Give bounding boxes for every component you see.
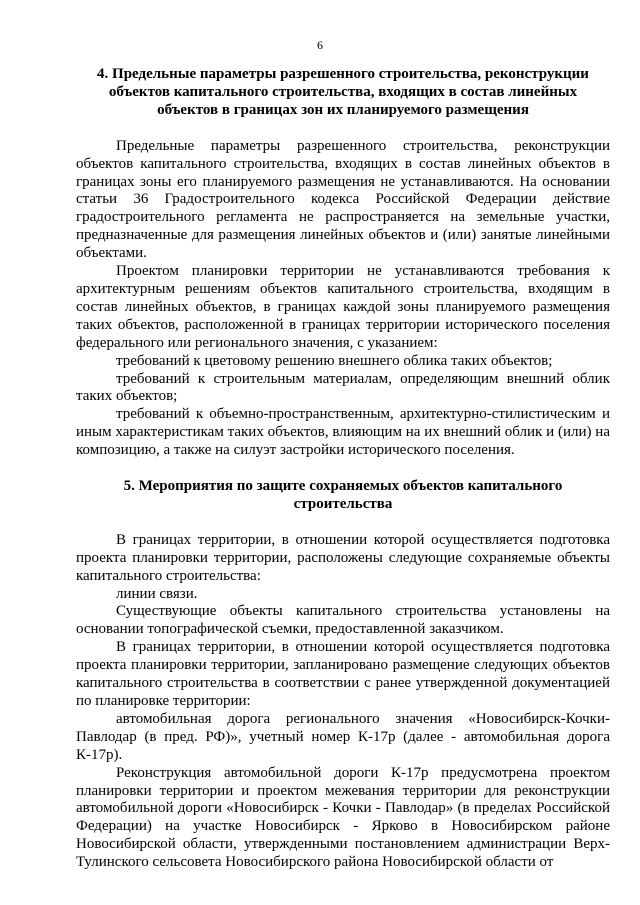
section-4-list-item: требований к объемно-пространственным, архитектурно-стилистическим и иным характеристикам таких объектов, влияющим на их внешний облик и (или) на композицию, а также на силуэт застройки исторического поселения.: [76, 406, 610, 459]
section-4-list-item: требований к цветовому решению внешнего облика таких объектов;: [116, 352, 553, 369]
section-5-list-item: автомобильная дорога регионального значения «Новосибирск-Кочки-Павлодар (в пред. РФ)», учетный номер К-17р (далее - автомобильная дорога К-17р).: [76, 710, 610, 763]
section-5-list-item: линии связи.: [116, 585, 198, 602]
section-4-paragraph: Предельные параметры разрешенного строительства, реконструкции объектов капитального строительства, входящих в состав линейных объектов в границах зоны его планируемого размещения не устанавливаются. На основании статьи 36 Градостроительного кодекса Российской Федерации действие градостроительного регламента не распространяется на земельные участки, предназначенные для размещения линейных объектов и (или) занятые линейными объектами.: [76, 137, 610, 262]
section-5-paragraph: В границах территории, в отношении которой осуществляется подготовка проекта планировки территории, запланировано размещение следующих объектов капитального строительства в соответствии с ранее утвержденной документацией по планировке территории:: [76, 639, 610, 709]
section-5-paragraph: В границах территории, в отношении которой осуществляется подготовка проекта планировки территории, расположены следующие сохраняемые объекты капитального строительства:: [76, 531, 610, 584]
section-4-heading: 4. Предельные параметры разрешенного строительства, реконструкции объектов капитального строительства, входящих в состав линейных объектов в границах зон их планируемого размещения: [97, 66, 589, 118]
page-content: [76, 66, 610, 872]
section-4-paragraph: Проектом планировки территории не устанавливаются требования к архитектурным решениям объектов капитального строительства, входящим в состав линейных объектов, в границах каждой зоны планируемого размещения таких объектов, расположенной в границах территории исторического поселения федерального или регионального значения, с указанием:: [76, 263, 610, 351]
section-5-paragraph: Существующие объекты капитального строительства установлены на основании топографической съемки, предоставленной заказчиком.: [76, 603, 610, 638]
section-5-paragraph: Реконструкция автомобильной дороги К-17р предусмотрена проектом планировки территории и проектом межевания территории для реконструкции автомобильной дороги «Новосибирск - Кочки - Павлодар» (в пределах Российской Федерации) на участке Новосибирск - Ярково в Новосибирском районе Новосибирской области, утвержденными постановлением администрации Верх-Тулинского сельсовета Новосибирского района Новосибирской области от: [76, 764, 610, 871]
section-5-heading: 5. Мероприятия по защите сохраняемых объектов капитального строительства: [123, 478, 563, 512]
page-number: 6: [317, 38, 323, 52]
section-4-list-item: требований к строительным материалам, определяющим внешний облик таких объектов;: [76, 370, 610, 405]
